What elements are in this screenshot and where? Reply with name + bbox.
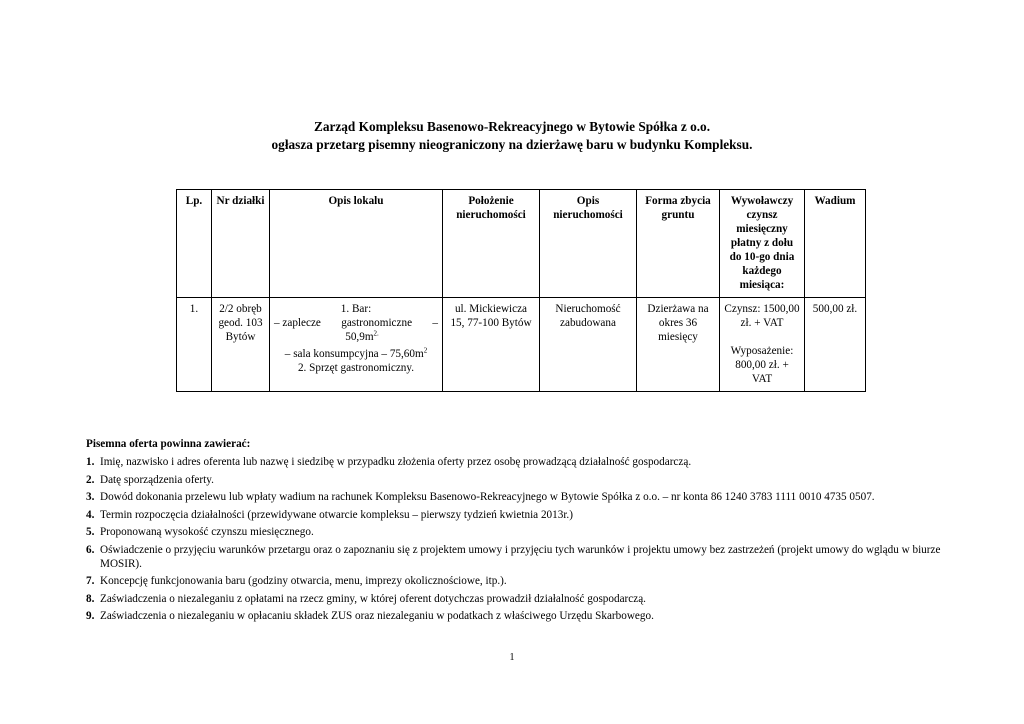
opis-zaplecze-value: 50,9m [345, 331, 374, 343]
header-wadium: Wadium [805, 190, 866, 298]
list-item [86, 525, 960, 539]
list-item-number: 2. [86, 473, 95, 486]
list-item [86, 490, 960, 504]
czynsz-gap [724, 330, 800, 344]
opis-item-bar: 1. Bar: [340, 303, 372, 315]
document-title [0, 118, 1024, 154]
list-item-text: Imię, nazwisko i adres oferenta lub nazwę i siedzibę w przypadku złożenia oferty przez osobę prowadzącą działalność gospodarczą. [100, 456, 692, 468]
cell-polozenie: ul. Mickiewicza 15, 77-100 Bytów [443, 298, 540, 392]
list-item [86, 592, 960, 606]
header-lp: Lp. [177, 190, 212, 298]
list-item-number: 7. [86, 575, 95, 587]
wyposazenie-value: Wyposażenie: 800,00 zł. + VAT [730, 345, 794, 385]
cell-czynsz [720, 298, 805, 392]
header-forma-zbycia: Forma zbycia gruntu [637, 190, 720, 298]
opis-sala-sup: 2 [423, 346, 428, 355]
page-number: 1 [509, 652, 515, 663]
header-czynsz: Wywoławczy czynsz miesięczny płatny z dołu do 10-go dnia każdego miesiąca: [720, 190, 805, 298]
header-polozenie: Położenie nieruchomości [443, 190, 540, 298]
opis-sala [274, 347, 438, 361]
cell-opis-lokalu [270, 298, 443, 392]
offer-heading: Pisemna oferta powinna zawierać: [86, 438, 251, 450]
list-item-number: 8. [86, 592, 95, 605]
opis-zaplecze-word: gastronomiczne [341, 317, 413, 329]
list-item-number: 4. [86, 508, 95, 521]
list-item-text: Proponowaną wysokość czynszu miesięcznego. [100, 526, 314, 538]
cell-wadium: 500,00 zł. [805, 298, 866, 392]
header-opis-lokalu: Opis lokalu [270, 190, 443, 298]
table-header-row [177, 190, 866, 298]
list-item-number: 1. [86, 456, 95, 468]
list-item-text: Datę sporządzenia oferty. [100, 473, 214, 486]
opis-zaplecze-dash: – zaplecze [274, 317, 321, 329]
list-item [86, 508, 960, 522]
opis-zaplecze-area [274, 330, 438, 344]
cell-forma-zbycia: Dzierżawa na okres 36 miesięcy [637, 298, 720, 392]
opis-zaplecze-line [274, 316, 438, 330]
opis-zaplecze-sup: 2. [373, 329, 379, 338]
list-item-number: 9. [86, 610, 95, 622]
list-item [86, 473, 960, 487]
cell-nr-dzialki: 2/2 obręb geod. 103 Bytów [212, 298, 270, 392]
tender-table [176, 189, 866, 392]
title-line-2: ogłasza przetarg pisemny nieograniczony na dzierżawę baru w budynku Kompleksu. [271, 137, 753, 152]
table-row [177, 298, 866, 392]
list-item-text: Koncepcję funkcjonowania baru (godziny otwarcia, menu, imprezy okolicznościowe, itp.). [100, 575, 507, 587]
list-item-number: 5. [86, 526, 95, 538]
opis-sala-text: – sala konsumpcyjna – 75,60m [284, 348, 424, 360]
list-item [86, 455, 960, 469]
opis-zaplecze-dash2: – [432, 317, 438, 329]
offer-requirements [86, 437, 960, 627]
list-item [86, 574, 960, 588]
list-item-text: Zaświadczenia o niezaleganiu w opłacaniu składek ZUS oraz niezaleganiu w podatkach z właściwego Urzędu Skarbowego. [100, 610, 654, 622]
list-item-text: Dowód dokonania przelewu lub wpłaty wadium na rachunek Kompleksu Basenowo-Rekreacyjnego w Bytowie Spółka z o.o. – nr konta 86 1240 3783 1111 0010 4735 0507. [100, 491, 875, 503]
cell-lp: 1. [177, 298, 212, 392]
opis-item-sprzet: 2. Sprzęt gastronomiczny. [297, 362, 415, 374]
czynsz-value: Czynsz: 1500,00 zł. + VAT [724, 303, 800, 329]
list-item [86, 543, 960, 571]
list-item [86, 609, 960, 623]
list-item-text: Termin rozpoczęcia działalności (przewidywane otwarcie kompleksu – pierwszy tydzień kwietnia 2013r.) [100, 508, 573, 521]
list-item-text: Oświadczenie o przyjęciu warunków przetargu oraz o zapoznaniu się z projektem umowy i przyjęciu tych warunków i projektu umowy bez zastrzeżeń (projekt umowy do wglądu w biurze MOSIR). [100, 543, 941, 570]
list-item-number: 6. [86, 543, 95, 556]
title-line-1: Zarząd Kompleksu Basenowo-Rekreacyjnego w Bytowie Spółka z o.o. [313, 119, 711, 134]
list-item-text: Zaświadczenia o niezaleganiu z opłatami na rzecz gminy, w której oferent dotychczas prowadził działalność gospodarczą. [100, 592, 646, 605]
header-nr-dzialki: Nr działki [212, 190, 270, 298]
cell-opis-nieruchomosci: Nieruchomość zabudowana [540, 298, 637, 392]
header-opis-nieruchomosci: Opis nieruchomości [540, 190, 637, 298]
list-item-number: 3. [86, 491, 95, 503]
